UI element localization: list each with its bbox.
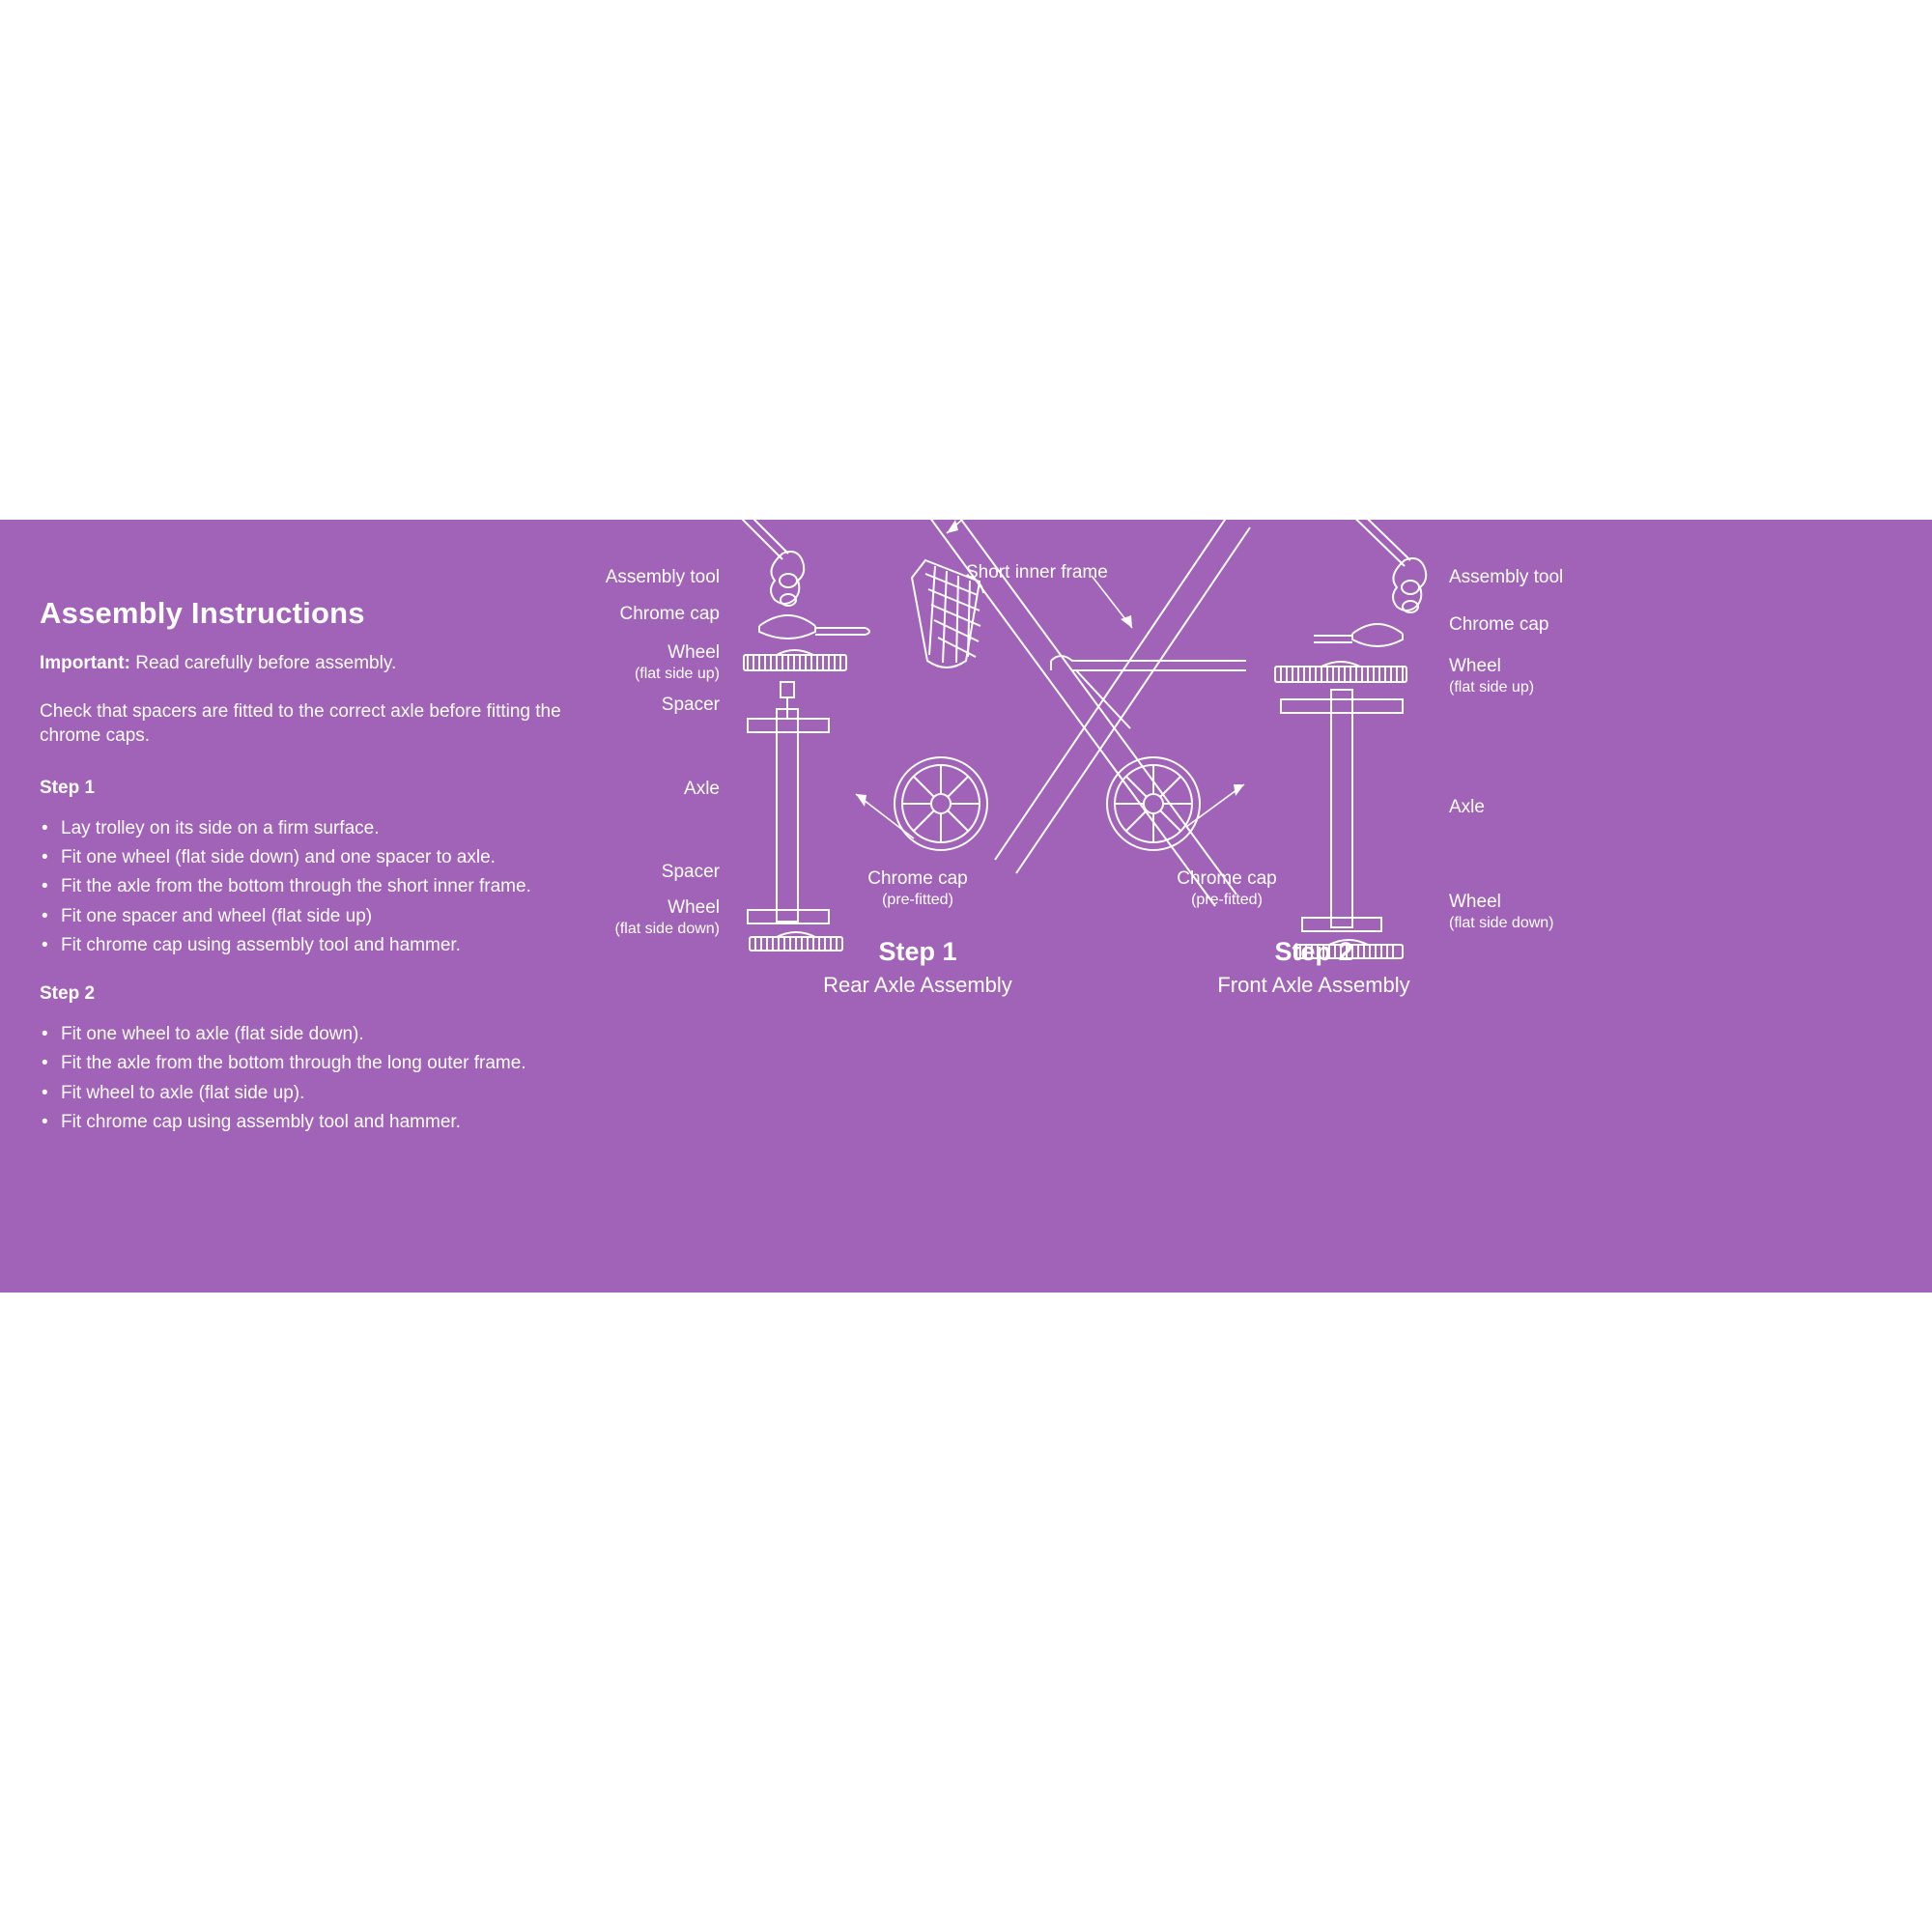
label-subtext: (flat side down) bbox=[1449, 914, 1554, 931]
label-subtext: (flat side down) bbox=[614, 920, 720, 937]
right-chrome-cap-icon bbox=[1314, 624, 1403, 646]
label-text: Wheel bbox=[668, 897, 720, 918]
instructions-text-column bbox=[40, 597, 658, 1160]
label-text: Chrome cap bbox=[1177, 868, 1277, 889]
label-right-wheel-flat-down bbox=[1449, 891, 1554, 933]
label-left-assembly-tool: Assembly tool bbox=[605, 567, 720, 587]
label-short-inner-frame: Short inner frame bbox=[966, 562, 1108, 582]
right-assembly-tool-icon bbox=[1341, 520, 1426, 612]
label-left-chrome-cap: Chrome cap bbox=[619, 604, 720, 624]
label-left-chrome-cap-prefitted bbox=[811, 867, 1024, 910]
important-text: Read carefully before assembly. bbox=[135, 653, 397, 674]
left-chrome-cap-icon bbox=[759, 615, 869, 639]
label-left-wheel-flat-down bbox=[565, 896, 720, 939]
step1-heading: Step 1 bbox=[40, 778, 96, 799]
spacer-note: Check that spacers are fitted to the correct axle before fitting the chrome caps. bbox=[40, 700, 561, 747]
step-caption-title: Rear Axle Assembly bbox=[823, 973, 1012, 997]
list-item: • Fit the axle from the bottom through the short inner frame. bbox=[40, 874, 658, 899]
label-right-wheel-flat-up bbox=[1449, 655, 1534, 697]
left-assembly-tool-icon bbox=[715, 520, 804, 606]
label-left-wheel-flat-up bbox=[584, 641, 720, 684]
step-caption-number: Step 2 bbox=[1274, 937, 1353, 966]
list-item: • Fit one wheel to axle (flat side down). bbox=[40, 1022, 658, 1047]
label-text: Wheel bbox=[1449, 656, 1501, 676]
label-subtext: (flat side up) bbox=[1449, 678, 1535, 696]
step2-list bbox=[40, 1022, 658, 1135]
label-subtext: (flat side up) bbox=[634, 665, 720, 682]
label-long-outer-frame: Long outer frame bbox=[918, 490, 1058, 510]
label-right-chrome-cap-prefitted bbox=[1121, 867, 1333, 910]
label-left-axle: Axle bbox=[684, 779, 720, 799]
left-wheel-flat-up-icon bbox=[744, 650, 846, 670]
list-item: • Lay trolley on its side on a firm surface. bbox=[40, 816, 658, 841]
label-left-spacer-bottom: Spacer bbox=[661, 862, 720, 882]
label-right-chrome-cap: Chrome cap bbox=[1449, 614, 1549, 635]
left-spacer-top-icon bbox=[781, 682, 794, 719]
list-item: • Fit the axle from the bottom through the long outer frame. bbox=[40, 1051, 658, 1076]
step-caption-title: Front Axle Assembly bbox=[1217, 973, 1410, 997]
important-note bbox=[40, 651, 658, 676]
label-right-axle: Axle bbox=[1449, 797, 1485, 817]
page-title: Assembly Instructions bbox=[40, 596, 365, 630]
label-subtext: (pre-fitted) bbox=[882, 891, 953, 908]
label-subtext: (pre-fitted) bbox=[1191, 891, 1263, 908]
right-wheel-flat-up-icon bbox=[1275, 662, 1406, 682]
step-caption-number: Step 1 bbox=[878, 937, 957, 966]
label-text: Chrome cap bbox=[867, 868, 968, 889]
list-item: • Fit chrome cap using assembly tool and hammer. bbox=[40, 933, 658, 958]
list-item: • Fit chrome cap using assembly tool and hammer. bbox=[40, 1110, 658, 1135]
label-left-spacer-top: Spacer bbox=[661, 695, 720, 715]
label-text: Wheel bbox=[1449, 892, 1501, 912]
label-text: Wheel bbox=[668, 642, 720, 663]
step-caption-1 bbox=[686, 937, 1150, 998]
step-caption-2 bbox=[1082, 937, 1546, 998]
label-right-assembly-tool: Assembly tool bbox=[1449, 567, 1564, 587]
list-item: • Fit one spacer and wheel (flat side up) bbox=[40, 904, 658, 929]
important-label: Important: bbox=[40, 653, 130, 674]
step2-heading: Step 2 bbox=[40, 983, 96, 1005]
assembly-diagram bbox=[605, 490, 1932, 1293]
assembly-instructions-panel bbox=[0, 490, 1932, 1293]
list-item: • Fit one wheel (flat side down) and one spacer to axle. bbox=[40, 845, 658, 870]
list-item: • Fit wheel to axle (flat side up). bbox=[40, 1081, 658, 1106]
